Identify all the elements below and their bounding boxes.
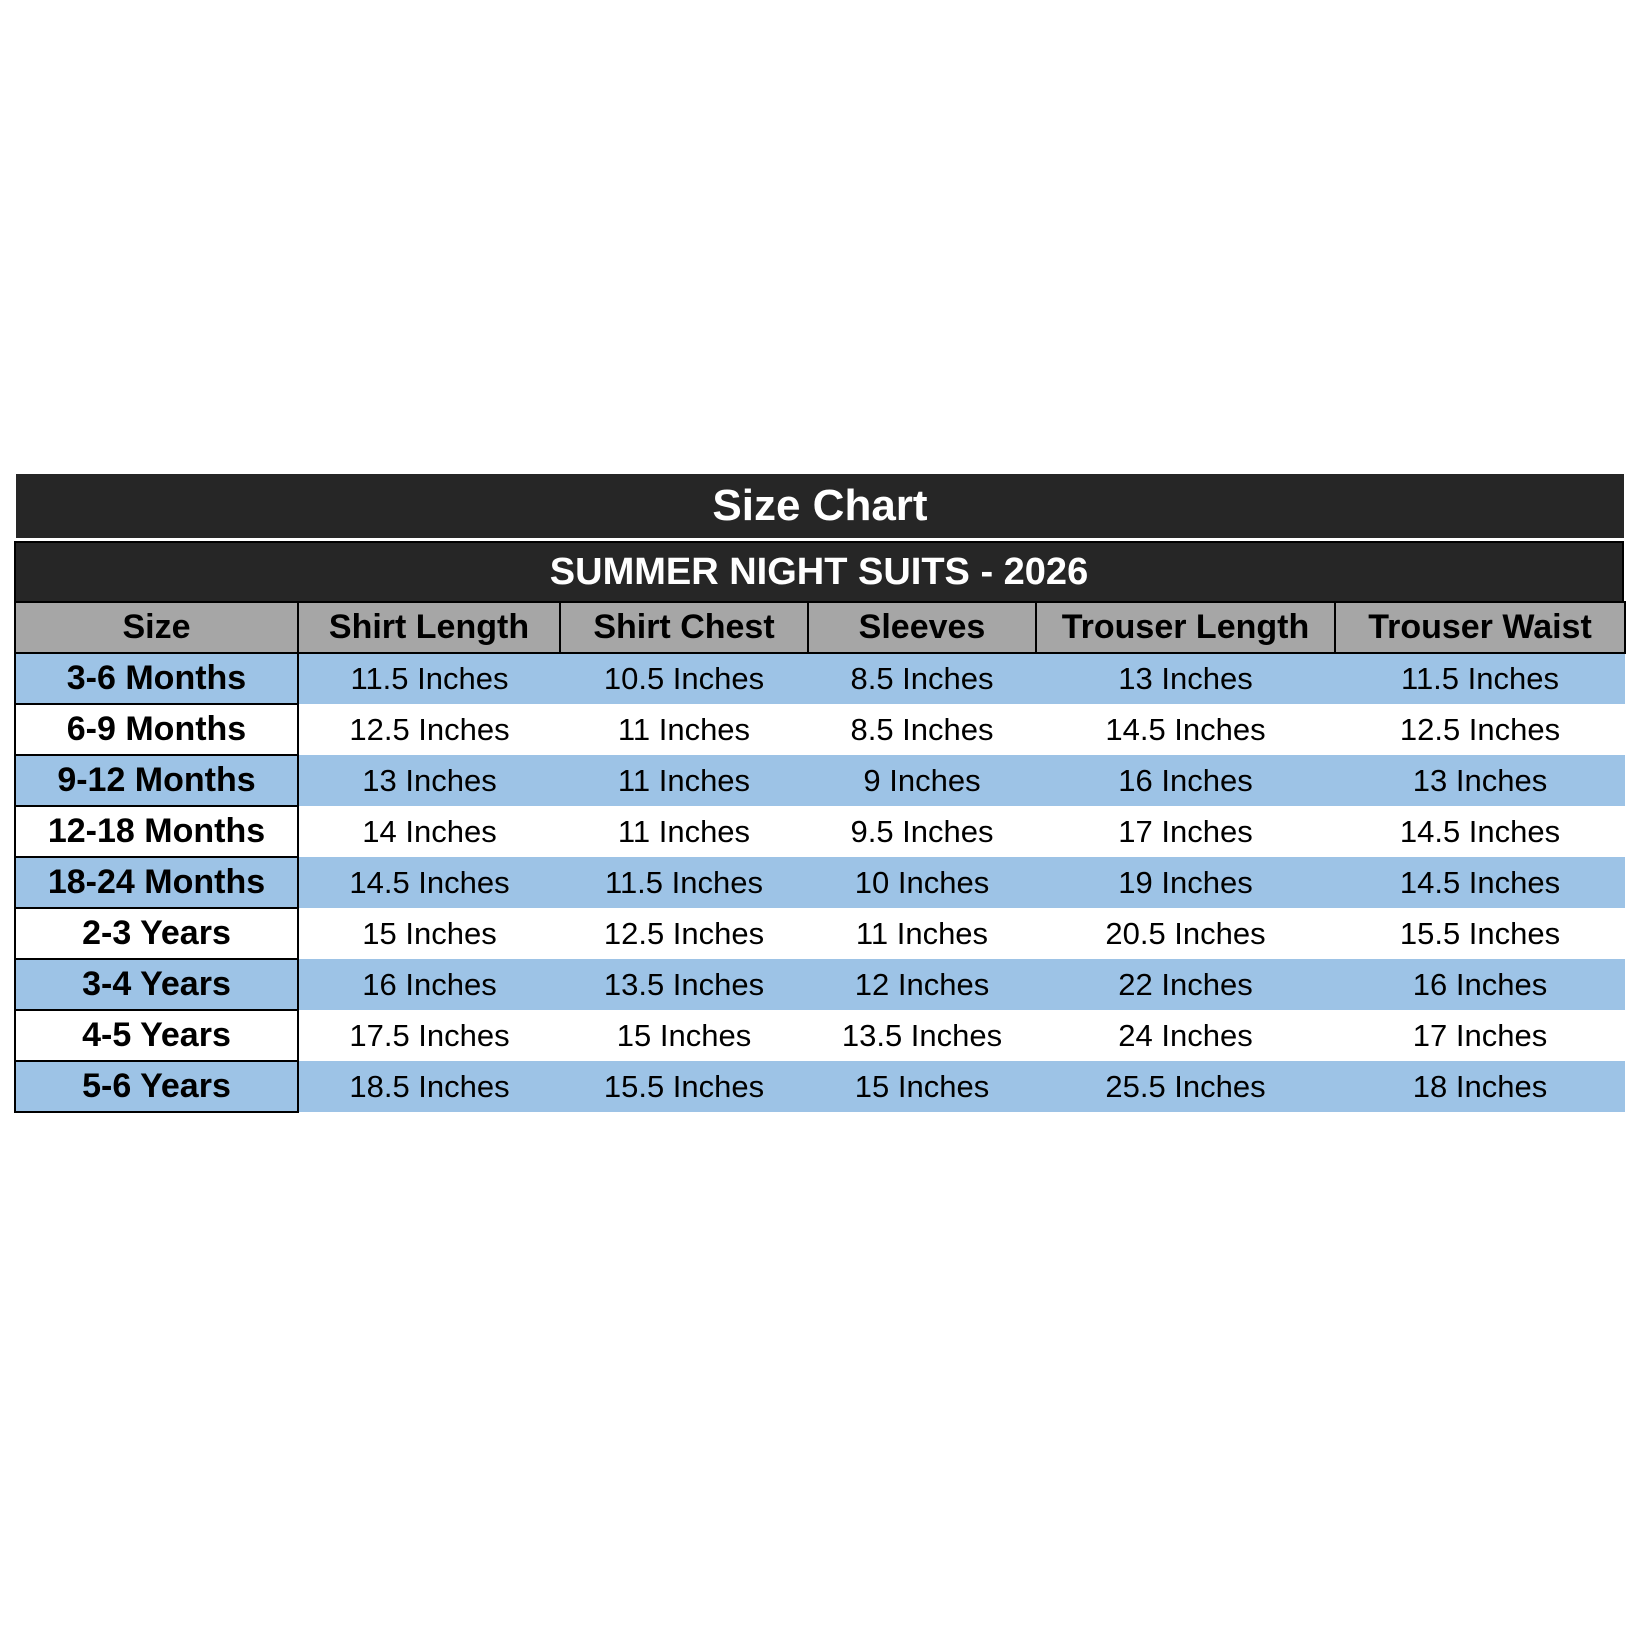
size-cell: 4-5 Years xyxy=(15,1010,298,1061)
chart-title: Size Chart xyxy=(16,474,1624,538)
sleeves-cell: 9 Inches xyxy=(808,755,1036,806)
column-header-size: Size xyxy=(15,602,298,653)
chart-subtitle: SUMMER NIGHT SUITS - 2026 xyxy=(14,541,1624,601)
trouser-waist-cell: 18 Inches xyxy=(1335,1061,1625,1112)
sleeves-cell: 12 Inches xyxy=(808,959,1036,1010)
trouser-waist-cell: 16 Inches xyxy=(1335,959,1625,1010)
table-row xyxy=(15,1010,1625,1061)
shirt-chest-cell: 15.5 Inches xyxy=(560,1061,808,1112)
table-row xyxy=(15,806,1625,857)
trouser-length-cell: 13 Inches xyxy=(1036,653,1335,704)
trouser-waist-cell: 12.5 Inches xyxy=(1335,704,1625,755)
column-header-sleeves: Sleeves xyxy=(808,602,1036,653)
sleeves-cell: 15 Inches xyxy=(808,1061,1036,1112)
shirt-length-cell: 13 Inches xyxy=(298,755,560,806)
shirt-length-cell: 15 Inches xyxy=(298,908,560,959)
trouser-waist-cell: 14.5 Inches xyxy=(1335,857,1625,908)
size-cell: 3-6 Months xyxy=(15,653,298,704)
column-header-trouser-length: Trouser Length xyxy=(1036,602,1335,653)
sleeves-cell: 9.5 Inches xyxy=(808,806,1036,857)
table-row xyxy=(15,959,1625,1010)
trouser-waist-cell: 13 Inches xyxy=(1335,755,1625,806)
table-row xyxy=(15,908,1625,959)
size-cell: 3-4 Years xyxy=(15,959,298,1010)
table-body xyxy=(15,653,1625,1112)
sleeves-cell: 8.5 Inches xyxy=(808,704,1036,755)
trouser-length-cell: 20.5 Inches xyxy=(1036,908,1335,959)
trouser-waist-cell: 15.5 Inches xyxy=(1335,908,1625,959)
shirt-length-cell: 17.5 Inches xyxy=(298,1010,560,1061)
shirt-chest-cell: 10.5 Inches xyxy=(560,653,808,704)
shirt-chest-cell: 15 Inches xyxy=(560,1010,808,1061)
sleeves-cell: 10 Inches xyxy=(808,857,1036,908)
trouser-length-cell: 24 Inches xyxy=(1036,1010,1335,1061)
trouser-length-cell: 19 Inches xyxy=(1036,857,1335,908)
column-header-shirt-chest: Shirt Chest xyxy=(560,602,808,653)
trouser-length-cell: 16 Inches xyxy=(1036,755,1335,806)
table-row xyxy=(15,704,1625,755)
column-header-trouser-waist: Trouser Waist xyxy=(1335,602,1625,653)
shirt-length-cell: 11.5 Inches xyxy=(298,653,560,704)
shirt-length-cell: 14 Inches xyxy=(298,806,560,857)
trouser-length-cell: 17 Inches xyxy=(1036,806,1335,857)
sleeves-cell: 8.5 Inches xyxy=(808,653,1036,704)
shirt-length-cell: 16 Inches xyxy=(298,959,560,1010)
size-cell: 6-9 Months xyxy=(15,704,298,755)
shirt-length-cell: 18.5 Inches xyxy=(298,1061,560,1112)
shirt-length-cell: 14.5 Inches xyxy=(298,857,560,908)
trouser-waist-cell: 14.5 Inches xyxy=(1335,806,1625,857)
size-cell: 2-3 Years xyxy=(15,908,298,959)
shirt-chest-cell: 12.5 Inches xyxy=(560,908,808,959)
size-cell: 5-6 Years xyxy=(15,1061,298,1112)
sleeves-cell: 11 Inches xyxy=(808,908,1036,959)
shirt-length-cell: 12.5 Inches xyxy=(298,704,560,755)
column-header-shirt-length: Shirt Length xyxy=(298,602,560,653)
table-row xyxy=(15,755,1625,806)
shirt-chest-cell: 11 Inches xyxy=(560,806,808,857)
trouser-waist-cell: 17 Inches xyxy=(1335,1010,1625,1061)
trouser-length-cell: 14.5 Inches xyxy=(1036,704,1335,755)
size-chart xyxy=(14,474,1624,1113)
shirt-chest-cell: 11.5 Inches xyxy=(560,857,808,908)
shirt-chest-cell: 13.5 Inches xyxy=(560,959,808,1010)
trouser-waist-cell: 11.5 Inches xyxy=(1335,653,1625,704)
table-row xyxy=(15,857,1625,908)
size-cell: 18-24 Months xyxy=(15,857,298,908)
size-table xyxy=(14,601,1626,1113)
shirt-chest-cell: 11 Inches xyxy=(560,755,808,806)
trouser-length-cell: 25.5 Inches xyxy=(1036,1061,1335,1112)
sleeves-cell: 13.5 Inches xyxy=(808,1010,1036,1061)
size-cell: 12-18 Months xyxy=(15,806,298,857)
header-row xyxy=(15,602,1625,653)
shirt-chest-cell: 11 Inches xyxy=(560,704,808,755)
table-row xyxy=(15,1061,1625,1112)
table-row xyxy=(15,653,1625,704)
size-cell: 9-12 Months xyxy=(15,755,298,806)
trouser-length-cell: 22 Inches xyxy=(1036,959,1335,1010)
